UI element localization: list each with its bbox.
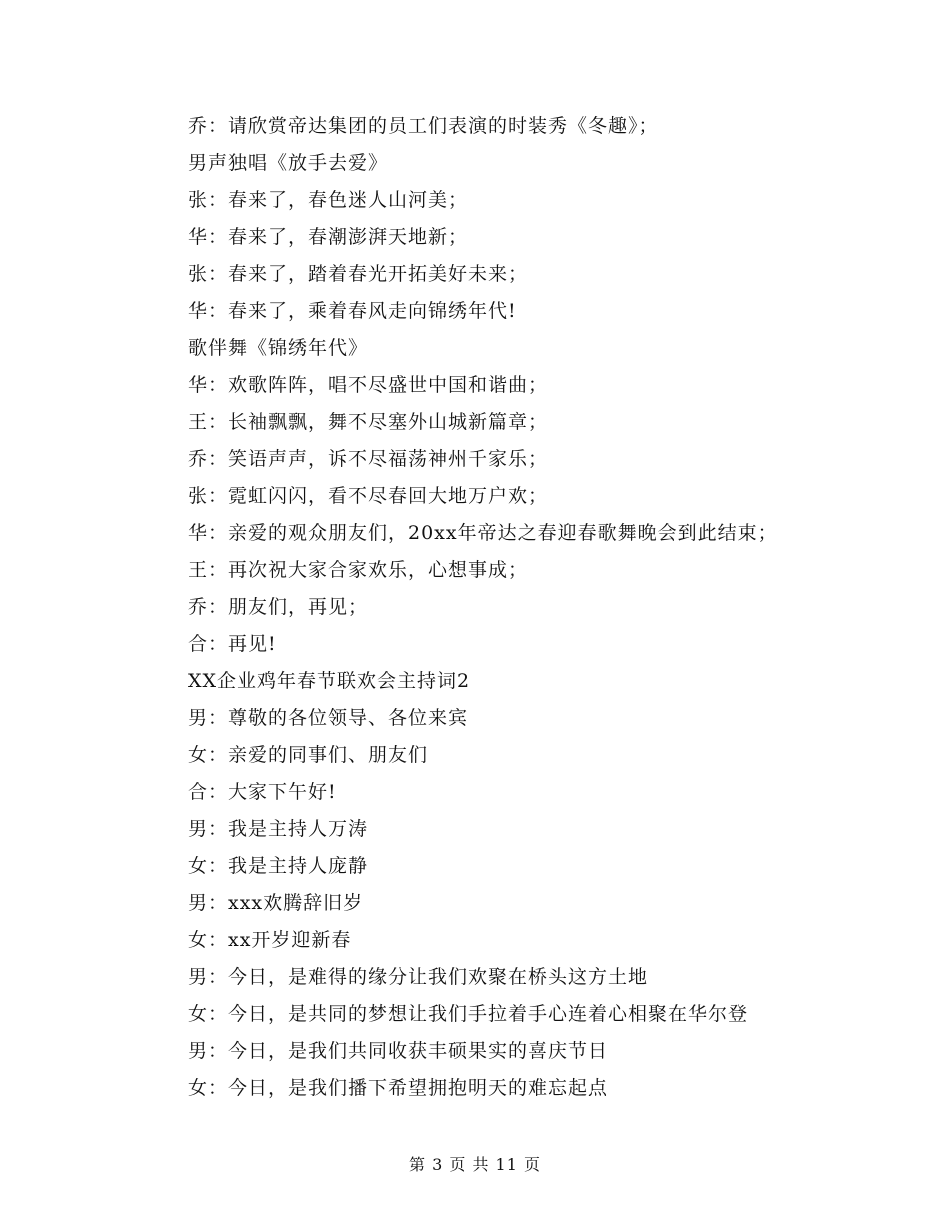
text-line: 合：大家下午好!: [188, 781, 337, 803]
text-line: 女：今日，是共同的梦想让我们手拉着手心连着心相聚在华尔登: [188, 1003, 749, 1025]
text-line: 女：亲爱的同事们、朋友们: [188, 744, 429, 766]
text-line: 女：xx开岁迎新春: [188, 929, 352, 951]
text-line: 合：再见!: [188, 633, 277, 655]
page-number: 第 3 页 共 11 页: [409, 1155, 541, 1174]
text-line: 张：霓虹闪闪，看不尽春回大地万户欢；: [188, 485, 549, 507]
text-line: 男：我是主持人万涛: [188, 818, 369, 840]
text-line: 男声独唱《放手去爱》: [188, 152, 389, 174]
text-line: 王：再次祝大家合家欢乐，心想事成；: [188, 559, 529, 581]
text-line: 乔：笑语声声，诉不尽福荡神州千家乐；: [188, 448, 549, 470]
text-line: 华：春来了，乘着春风走向锦绣年代!: [188, 300, 517, 322]
text-line: 女：今日，是我们播下希望拥抱明天的难忘起点: [188, 1077, 609, 1099]
page-footer: [0, 1152, 950, 1175]
text-line: 王：长袖飘飘，舞不尽塞外山城新篇章；: [188, 411, 549, 433]
text-line: 张：春来了，春色迷人山河美；: [188, 189, 469, 211]
text-line: 男：今日，是我们共同收获丰硕果实的喜庆节日: [188, 1040, 609, 1062]
text-line: 男：今日，是难得的缘分让我们欢聚在桥头这方土地: [188, 966, 649, 988]
document-body: [188, 108, 888, 1107]
section-heading: XX企业鸡年春节联欢会主持词2: [188, 670, 471, 692]
text-line: 歌伴舞《锦绣年代》: [188, 337, 369, 359]
text-line: 男：尊敬的各位领导、各位来宾: [188, 707, 469, 729]
text-line: 张：春来了，踏着春光开拓美好未来；: [188, 263, 529, 285]
text-line: 女：我是主持人庞静: [188, 855, 369, 877]
text-line: 乔：请欣赏帝达集团的员工们表演的时装秀《冬趣》；: [188, 115, 659, 137]
text-line: 男：xxx欢腾辞旧岁: [188, 892, 364, 914]
text-line: 华：欢歌阵阵，唱不尽盛世中国和谐曲；: [188, 374, 549, 396]
text-line: 华：春来了，春潮澎湃天地新；: [188, 226, 469, 248]
text-line: 乔：朋友们，再见；: [188, 596, 369, 618]
text-line: 华：亲爱的观众朋友们，20xx年帝达之春迎春歌舞晚会到此结束；: [188, 522, 778, 544]
